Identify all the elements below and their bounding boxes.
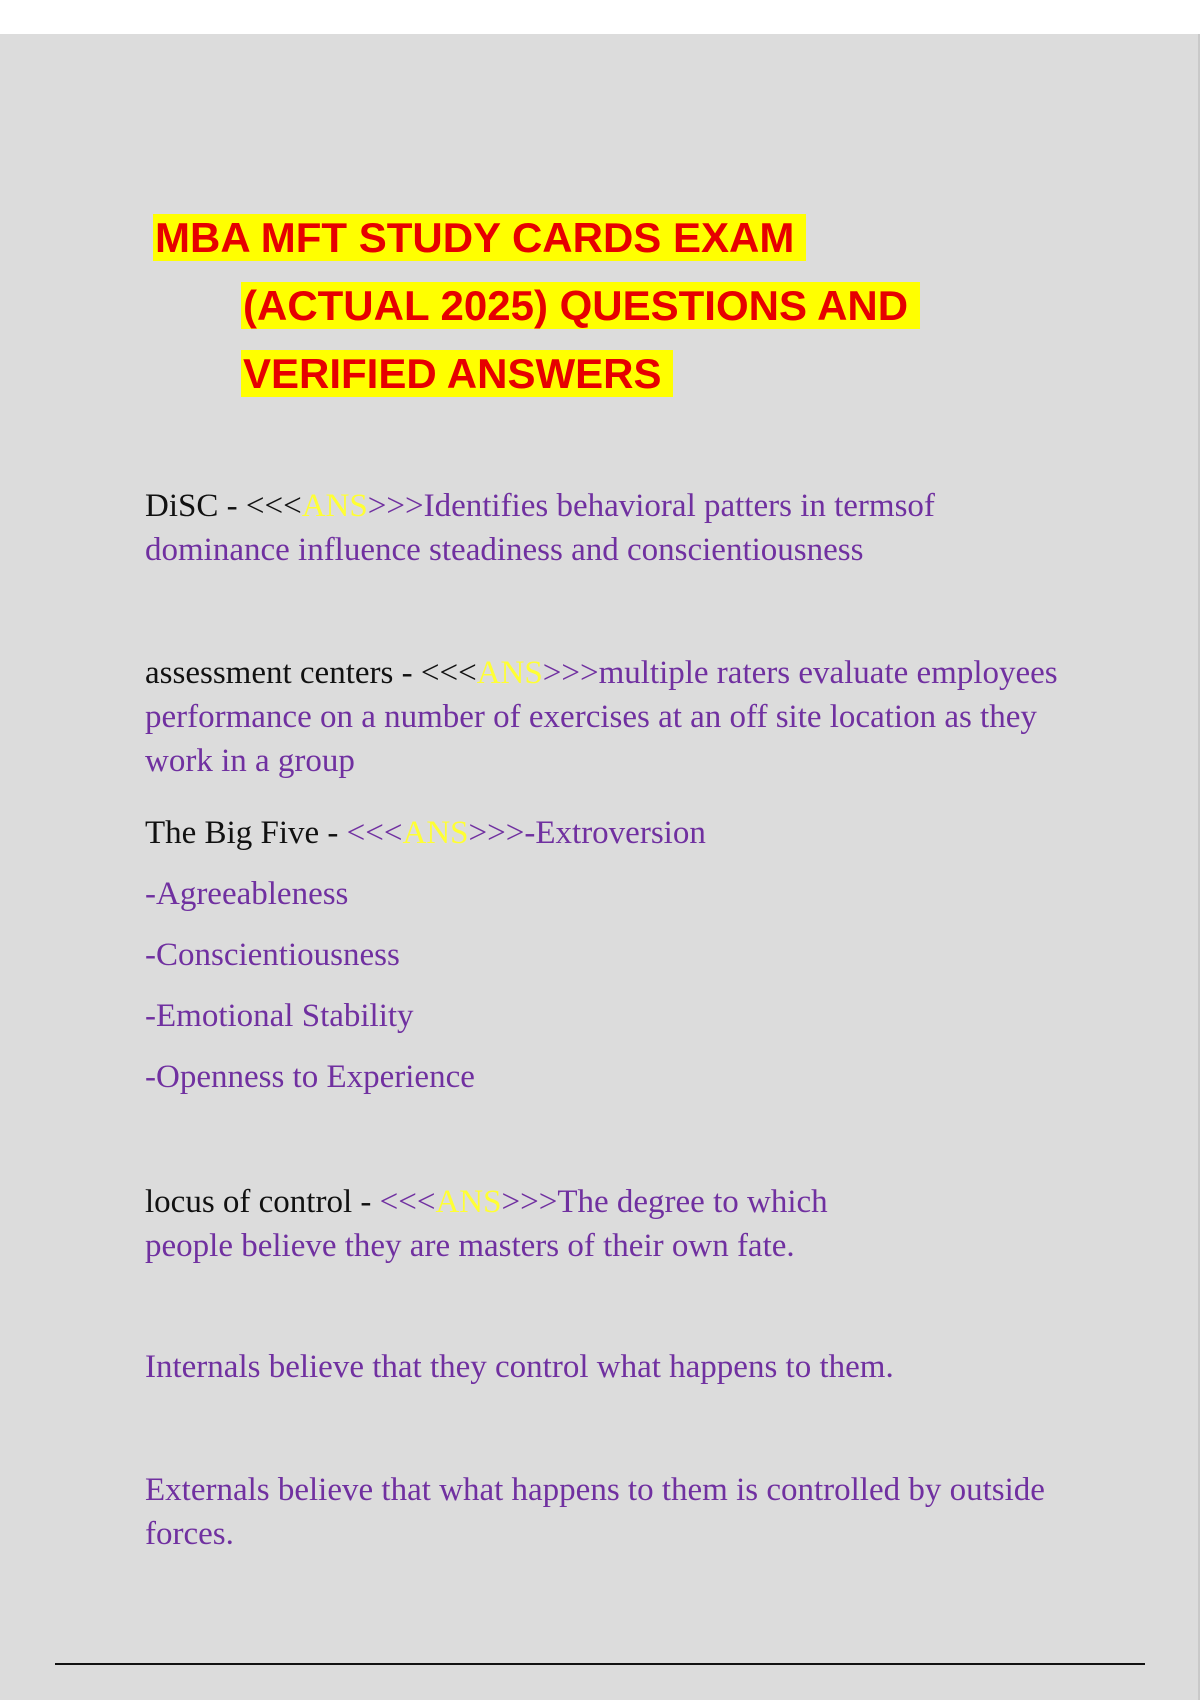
study-card-locus-of-control xyxy=(145,1180,905,1268)
study-card-assessment-centers xyxy=(145,651,1085,783)
card-separator: - xyxy=(319,815,347,851)
card-open-marker: <<< xyxy=(420,655,477,691)
card-separator: - xyxy=(218,488,246,524)
title-line-2: (ACTUAL 2025) QUESTIONS AND xyxy=(241,272,920,340)
card-close-marker: >>> xyxy=(468,815,525,851)
ans-label: ANS xyxy=(301,488,368,524)
card-answer: multiple raters evaluate employees performance on a number of exercises at an off site location as they work in a group xyxy=(145,655,1058,779)
list-item: -Conscientiousness xyxy=(145,937,400,973)
ans-label: ANS xyxy=(476,655,543,691)
document-title xyxy=(153,204,920,408)
list-item: -Openness to Experience xyxy=(145,1059,475,1095)
card-open-marker: <<< xyxy=(346,815,403,851)
card-term: assessment centers xyxy=(145,655,394,691)
card-answer: -Extroversion xyxy=(524,815,706,851)
list-item: -Agreeableness xyxy=(145,876,349,912)
locus-internals-paragraph: Internals believe that they control what happens to them. xyxy=(145,1349,894,1385)
bottom-divider xyxy=(55,1663,1145,1665)
ans-label: ANS xyxy=(435,1184,502,1220)
document-page xyxy=(0,34,1200,1700)
card-term: locus of control xyxy=(145,1184,353,1220)
title-line-3: VERIFIED ANSWERS xyxy=(241,340,920,408)
card-close-marker: >>> xyxy=(367,488,424,524)
card-answer: Identifies behavioral patters in termsof dominance influence steadiness and conscientiousness xyxy=(145,488,935,568)
study-card-big-five xyxy=(145,811,1085,1099)
study-card-disc xyxy=(145,484,1085,572)
title-line-1: MBA MFT STUDY CARDS EXAM xyxy=(153,204,920,272)
card-open-marker: <<< xyxy=(245,488,302,524)
card-close-marker: >>> xyxy=(501,1184,558,1220)
locus-externals-paragraph: Externals believe that what happens to them is controlled by outside forces. xyxy=(145,1472,1045,1552)
card-answer: The degree to which people believe they are masters of their own fate. xyxy=(145,1184,828,1264)
card-term: DiSC xyxy=(145,488,219,524)
card-term: The Big Five xyxy=(145,815,320,851)
card-separator: - xyxy=(393,655,421,691)
list-item: -Emotional Stability xyxy=(145,998,414,1034)
card-separator: - xyxy=(352,1184,380,1220)
card-close-marker: >>> xyxy=(542,655,599,691)
ans-label: ANS xyxy=(402,815,469,851)
card-open-marker: <<< xyxy=(379,1184,436,1220)
